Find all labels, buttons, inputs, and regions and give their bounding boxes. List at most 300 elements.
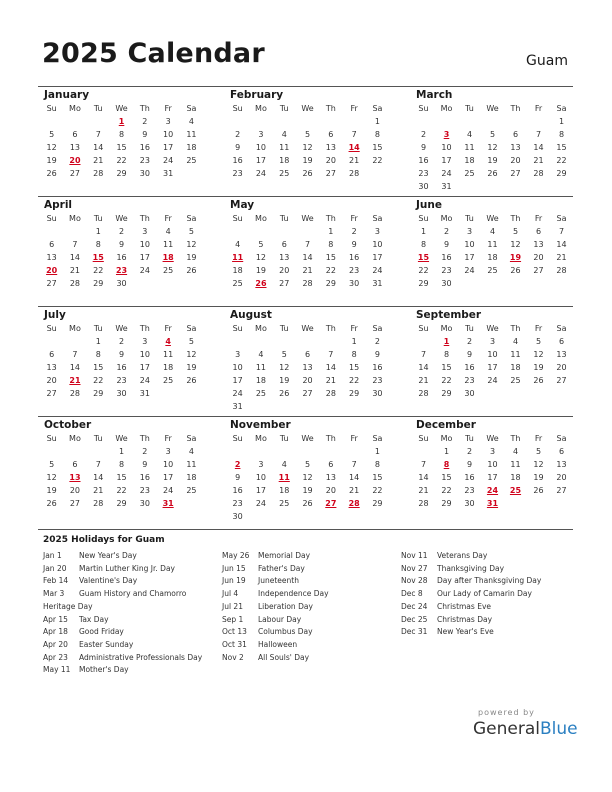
day-cell: 20 [69,486,81,495]
holiday-date: May 26 [222,551,250,560]
weekday-header: Tu [279,214,289,223]
week-row [226,335,410,348]
day-cell: 27 [279,279,290,288]
weekday-header: Th [139,104,150,113]
day-cell: 18 [186,473,197,482]
day-cell: 23 [418,169,429,178]
holiday-date: Nov 2 [222,652,244,662]
weekday-header: We [115,104,128,113]
country-label: Guam [526,53,568,69]
week-row [412,374,573,387]
empty-day-cell [226,335,249,348]
powered-by-text: powered by [478,708,535,717]
week-row [40,141,224,154]
day-cell: 22 [441,486,452,495]
holiday-date: Mar 3 [43,589,65,599]
day-cell: 1 [443,447,450,456]
weekday-header: Th [325,434,336,443]
day-cell: 1 [374,117,380,126]
day-cell: 31 [139,389,150,398]
day-cell: 6 [49,240,55,249]
day-cell: 1 [351,337,357,346]
day-cell: 4 [165,227,171,236]
day-cell: 16 [139,473,150,482]
day-cell: 6 [72,460,78,469]
day-cell: 12 [510,240,521,249]
holiday-name: Martin Luther King Jr. Day [79,563,175,573]
day-cell: 11 [186,130,197,139]
day-cell: 30 [349,279,360,288]
empty-day-cell [527,387,550,400]
weekday-header: Sa [186,104,197,113]
holiday-date: Oct 31 [222,639,247,649]
holiday-date: Dec 31 [401,627,428,637]
day-cell: 20 [510,156,521,165]
generalblue-logo[interactable] [473,719,578,739]
day-cell: 7 [535,130,542,139]
day-cell: 13 [69,473,81,482]
day-cell: 24 [139,376,150,385]
holiday-item [222,652,329,665]
holiday-item [222,614,329,627]
weekday-header: Sa [372,214,383,223]
day-cell: 30 [116,389,127,398]
weekday-header: Mo [440,214,453,223]
weekday-header: Su [232,434,243,443]
weekday-header: Tu [93,434,103,443]
day-cell: 14 [69,363,81,372]
empty-day-cell [481,387,504,400]
day-cell: 19 [186,253,197,262]
day-cell: 16 [116,253,127,262]
day-cell: 2 [466,337,473,346]
weekday-header: Th [510,214,521,223]
day-cell: 5 [49,460,55,469]
day-cell: 16 [441,253,452,262]
day-cell: 3 [165,117,171,126]
weekday-header: Sa [186,324,197,333]
empty-day-cell [412,335,435,348]
day-cell: 18 [487,253,498,262]
day-cell: 15 [325,253,336,262]
empty-day-cell [249,445,272,458]
day-cell: 15 [372,143,383,152]
day-cell: 22 [441,376,452,385]
day-cell: 14 [302,253,313,262]
weekday-header: Sa [372,434,383,443]
empty-day-cell [249,335,272,348]
month-november [224,417,410,529]
day-cell: 8 [328,240,334,249]
day-cell: 8 [420,240,427,249]
day-cell: 16 [464,363,475,372]
month-name: November [230,419,291,431]
holiday-name-continued: Heritage Day [43,601,93,611]
holiday-name: Father's Day [258,563,305,573]
weekday-header-row [226,432,410,445]
day-cell: 23 [464,486,475,495]
day-cell: 21 [93,156,104,165]
day-cell: 18 [279,156,290,165]
empty-day-cell [296,335,319,348]
day-cell: 29 [349,389,360,398]
holiday-item [43,563,202,576]
day-cell: 13 [533,240,544,249]
week-row [40,115,224,128]
day-cell: 26 [46,499,57,508]
day-cell: 5 [258,240,264,249]
holiday-name: New Year's Eve [437,627,494,637]
holiday-date: Dec 8 [401,589,423,599]
day-cell: 31 [163,169,174,178]
day-cell: 31 [441,182,452,191]
day-cell: 29 [418,279,429,288]
empty-day-cell [342,445,365,458]
day-cell: 24 [255,499,267,508]
week-row [412,115,573,128]
weekday-header: Su [418,324,429,333]
week-row [412,167,573,180]
week-row [40,251,224,264]
holiday-date: Nov 27 [401,563,428,573]
empty-day-cell [366,400,389,413]
day-cell: 6 [535,227,542,236]
week-row [40,387,224,400]
day-cell: 6 [558,447,565,456]
day-cell: 14 [349,473,360,482]
day-cell: 3 [374,227,380,236]
day-cell: 20 [325,486,336,495]
day-cell: 2 [118,227,125,236]
weekday-header: Sa [186,214,197,223]
weekday-header: Fr [350,434,358,443]
month-name: June [416,199,442,211]
week-row [412,277,573,290]
day-cell: 16 [372,363,383,372]
day-cell: 29 [116,499,127,508]
day-cell: 15 [92,253,104,262]
empty-day-cell [342,510,365,523]
week-row [412,154,573,167]
weekday-header-row [226,212,410,225]
day-cell: 9 [142,130,148,139]
holiday-name: Veterans Day [437,551,488,560]
empty-day-cell [296,115,319,128]
day-cell: 19 [46,156,57,165]
holiday-name: Columbus Day [258,627,313,637]
holidays-title: 2025 Holidays for Guam [43,535,165,545]
week-row [226,497,410,510]
day-cell: 7 [304,240,311,249]
day-cell: 9 [466,460,473,469]
day-cell: 13 [556,350,567,359]
empty-day-cell [412,115,435,128]
day-cell: 24 [486,486,499,495]
day-cell: 11 [163,240,174,249]
weekday-header: Tu [465,104,474,113]
day-cell: 24 [139,266,150,275]
holiday-date: May 11 [43,665,71,675]
week-row [226,445,410,458]
day-cell: 10 [163,460,174,469]
day-cell: 30 [139,169,150,178]
day-cell: 23 [441,266,452,275]
week-row [40,361,224,374]
holiday-name: Memorial Day [258,551,311,560]
day-cell: 27 [46,279,57,288]
day-cell: 26 [533,376,544,385]
day-cell: 9 [420,143,427,152]
day-cell: 8 [443,350,450,359]
day-cell: 27 [556,376,567,385]
day-cell: 27 [533,266,544,275]
empty-day-cell [481,180,504,193]
empty-day-cell [180,167,203,180]
day-cell: 18 [186,143,197,152]
holiday-date: Nov 28 [401,576,428,586]
quarter-row [38,196,573,306]
weekday-header: Fr [164,104,172,113]
weekday-header: We [115,324,128,333]
day-cell: 6 [512,130,519,139]
week-row [412,361,573,374]
month-name: October [44,419,92,431]
empty-day-cell [249,225,272,238]
empty-day-cell [249,115,272,128]
day-cell: 20 [46,376,57,385]
holiday-name: Christmas Eve [437,601,491,611]
weekday-header: Sa [556,104,567,113]
week-row [226,115,410,128]
day-cell: 28 [93,169,104,178]
day-cell: 22 [93,376,104,385]
holiday-name: Guam History and Chamorro [79,589,187,599]
day-cell: 1 [374,447,380,456]
day-cell: 12 [302,473,313,482]
day-cell: 11 [232,253,244,262]
month-june [410,197,573,306]
day-cell: 15 [93,363,104,372]
day-cell: 9 [374,350,380,359]
day-cell: 12 [186,350,197,359]
day-cell: 20 [556,363,567,372]
empty-day-cell [504,277,527,290]
day-cell: 30 [372,389,383,398]
day-cell: 30 [418,182,429,191]
empty-day-cell [296,400,319,413]
empty-day-cell [226,225,249,238]
day-cell: 18 [279,486,290,495]
day-cell: 7 [95,130,101,139]
holiday-item [43,588,202,601]
week-row [412,497,573,510]
day-cell: 28 [93,499,104,508]
calendar-grid [38,86,573,530]
day-cell: 10 [139,350,150,359]
day-cell: 28 [349,169,360,178]
day-cell: 9 [466,350,473,359]
empty-day-cell [40,335,63,348]
day-cell: 30 [139,499,150,508]
day-cell: 27 [302,389,313,398]
day-cell: 28 [418,389,429,398]
day-cell: 24 [255,169,267,178]
weekday-header: Fr [350,104,358,113]
day-cell: 19 [279,376,290,385]
day-cell: 10 [441,143,452,152]
day-cell: 13 [510,143,521,152]
day-cell: 9 [443,240,450,249]
day-cell: 28 [348,499,360,508]
weekday-header: Fr [350,214,358,223]
day-cell: 23 [232,499,243,508]
day-cell: 7 [420,350,427,359]
day-cell: 26 [487,169,498,178]
day-cell: 18 [232,266,243,275]
day-cell: 4 [512,337,519,346]
day-cell: 20 [46,266,58,275]
holiday-column-2 [222,550,329,664]
empty-day-cell [366,167,389,180]
holiday-item [222,563,329,576]
week-row [40,128,224,141]
empty-day-cell [504,497,527,510]
day-cell: 26 [46,169,57,178]
day-cell: 30 [116,279,127,288]
holiday-column-3 [401,550,541,639]
day-cell: 3 [258,460,264,469]
day-cell: 10 [255,473,267,482]
week-row [412,264,573,277]
weekday-header: Th [510,104,521,113]
day-cell: 4 [235,240,241,249]
day-cell: 26 [186,266,197,275]
holiday-date: Jan 20 [43,563,67,573]
holiday-item [43,626,202,639]
empty-day-cell [527,277,550,290]
holiday-item [43,639,202,652]
month-name: December [416,419,476,431]
empty-day-cell [504,387,527,400]
day-cell: 20 [279,266,290,275]
weekday-header: We [301,214,314,223]
day-cell: 7 [95,460,101,469]
day-cell: 8 [118,130,125,139]
week-row [226,484,410,497]
day-cell: 2 [374,337,380,346]
day-cell: 27 [325,169,336,178]
day-cell: 2 [443,227,450,236]
weekday-header: Sa [556,214,567,223]
day-cell: 21 [349,156,360,165]
day-cell: 16 [464,473,475,482]
empty-day-cell [527,180,550,193]
holiday-date: Jul 4 [222,589,239,599]
empty-day-cell [40,115,63,128]
day-cell: 7 [72,350,78,359]
day-cell: 14 [93,143,104,152]
day-cell: 2 [142,447,148,456]
day-cell: 21 [418,376,429,385]
weekday-header: Su [46,434,57,443]
day-cell: 5 [489,130,496,139]
month-name: July [44,309,66,321]
day-cell: 26 [302,499,313,508]
day-cell: 11 [510,350,521,359]
week-row [226,510,410,523]
day-cell: 20 [533,253,544,262]
month-december [410,417,573,529]
week-row [412,238,573,251]
day-cell: 4 [466,130,473,139]
day-cell: 22 [116,486,127,495]
holiday-name: Day after Thanksgiving Day [437,576,542,586]
day-cell: 11 [255,363,267,372]
day-cell: 29 [325,279,336,288]
empty-day-cell [319,335,342,348]
day-cell: 18 [464,156,475,165]
day-cell: 21 [533,156,544,165]
day-cell: 11 [510,460,521,469]
day-cell: 26 [302,169,313,178]
day-cell: 28 [325,389,336,398]
holiday-item [222,601,329,614]
empty-day-cell [527,497,550,510]
weekday-header: Su [46,214,57,223]
holiday-date: Jan 1 [43,551,62,560]
day-cell: 25 [279,169,290,178]
day-cell: 28 [418,499,429,508]
day-cell: 10 [487,350,498,359]
weekday-header: We [301,324,314,333]
day-cell: 23 [115,266,128,275]
week-row [412,128,573,141]
holiday-item [401,550,541,563]
day-cell: 19 [302,156,313,165]
day-cell: 5 [304,130,311,139]
day-cell: 8 [95,350,101,359]
day-cell: 17 [163,143,174,152]
weekday-header-row [226,322,410,335]
weekday-header: Mo [69,214,81,223]
day-cell: 15 [116,473,127,482]
weekday-header: Mo [255,434,267,443]
empty-day-cell [296,225,319,238]
quarter-row [38,416,573,530]
day-cell: 19 [255,266,267,275]
weekday-header: Sa [372,324,383,333]
day-cell: 5 [512,227,519,236]
day-cell: 25 [186,486,197,495]
day-cell: 30 [464,389,475,398]
month-name: September [416,309,482,321]
holiday-item [222,550,329,563]
day-cell: 20 [325,156,336,165]
week-row [226,361,410,374]
holiday-name: Independence Day [258,589,329,599]
brand-general: General [473,719,540,739]
day-cell: 9 [235,473,241,482]
day-cell: 1 [118,447,125,456]
day-cell: 3 [142,227,148,236]
day-cell: 27 [46,389,57,398]
day-cell: 12 [279,363,290,372]
day-cell: 26 [255,279,267,288]
day-cell: 5 [535,337,542,346]
weekday-header: Tu [279,324,289,333]
day-cell: 7 [420,460,427,469]
day-cell: 3 [466,227,473,236]
